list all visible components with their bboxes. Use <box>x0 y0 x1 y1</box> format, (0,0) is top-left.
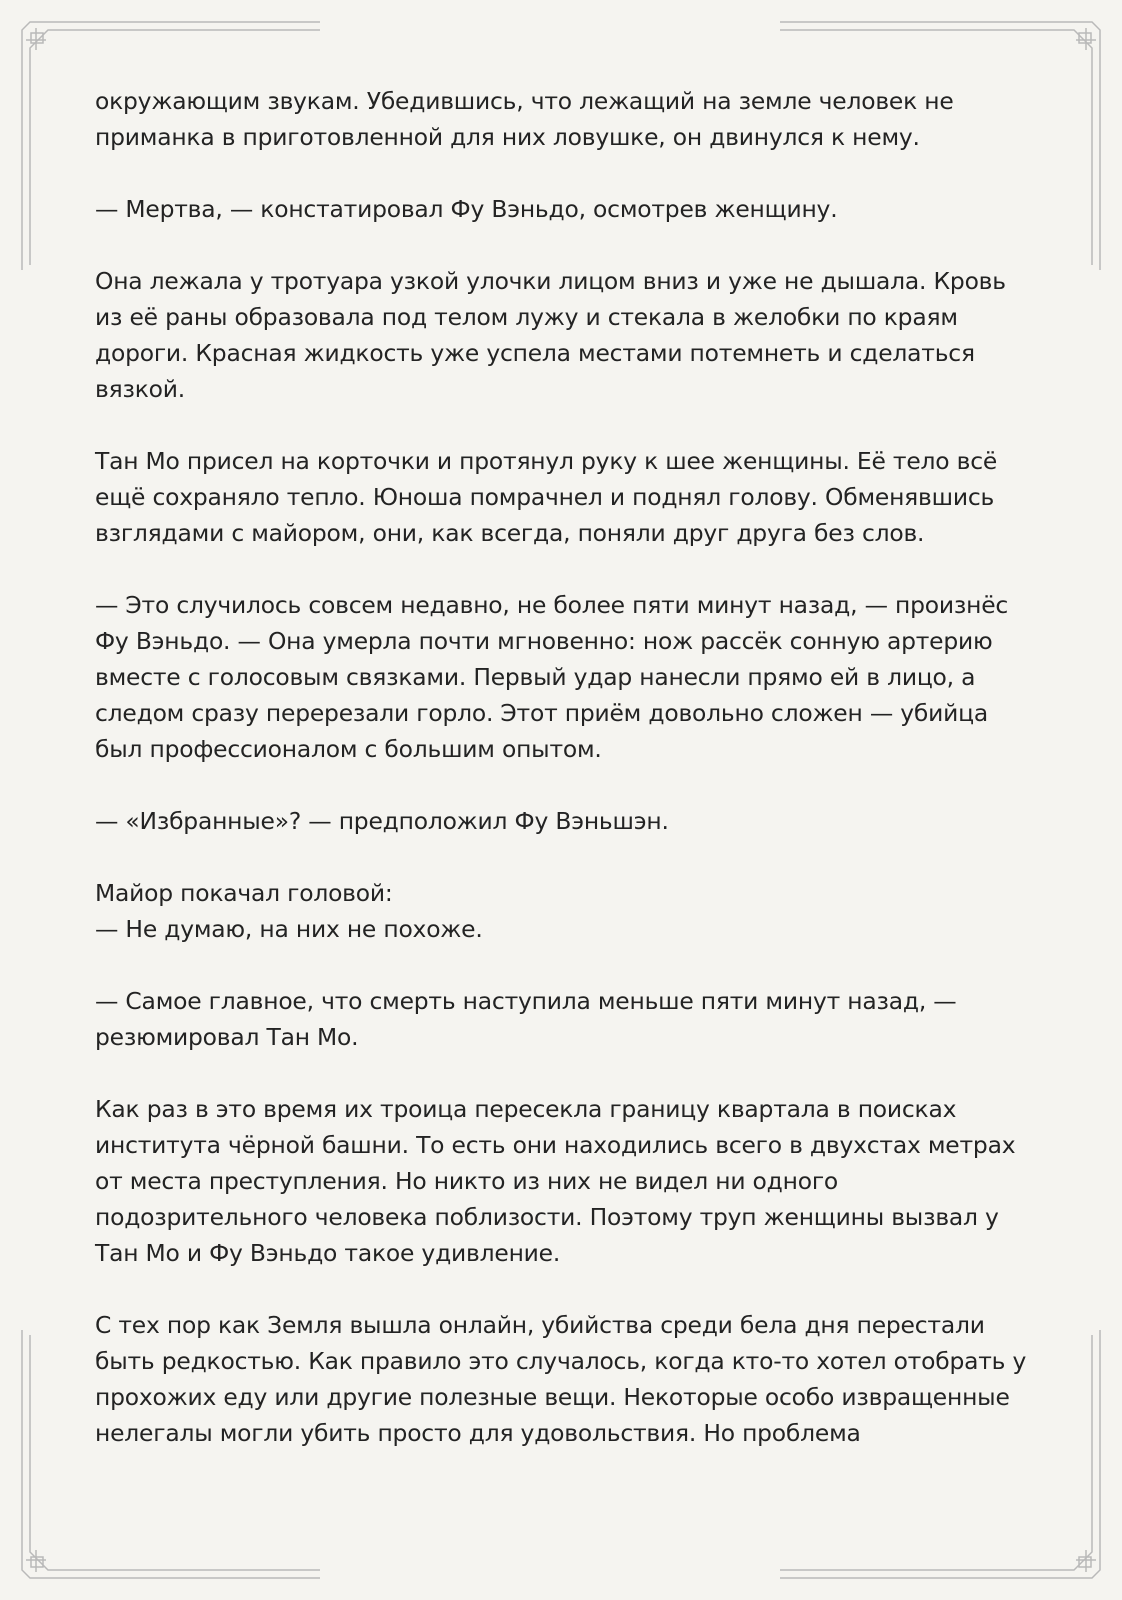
text-line: следом сразу перерезали горло. Этот приём довольно сложен — убийца <box>95 699 988 727</box>
text-line: приманка в приготовленной для них ловушке, он двинулся к нему. <box>95 123 920 151</box>
text-line: Фу Вэньдо. — Она умерла почти мгновенно: нож рассёк сонную артерию <box>95 627 993 655</box>
text-line: — Не думаю, на них не похоже. <box>95 915 483 943</box>
paragraph <box>95 443 1030 551</box>
text-line: быть редкостью. Как правило это случалось, когда кто-то хотел отобрать у <box>95 1347 1027 1375</box>
text-line: нелегалы могли убить просто для удовольствия. Но проблема <box>95 1419 861 1447</box>
text-line: взглядами с майором, они, как всегда, поняли друг друга без слов. <box>95 519 925 547</box>
text-line: — Самое главное, что смерть наступила меньше пяти минут назад, — <box>95 987 957 1015</box>
paragraph <box>95 1091 1030 1271</box>
paragraph <box>95 83 1030 155</box>
text-line: Как раз в это время их троица пересекла границу квартала в поисках <box>95 1095 957 1123</box>
paragraph <box>95 875 1030 947</box>
text-line: дороги. Красная жидкость уже успела местами потемнеть и сделаться <box>95 339 975 367</box>
paragraph <box>95 263 1030 407</box>
text-line: С тех пор как Земля вышла онлайн, убийства среди бела дня перестали <box>95 1311 985 1339</box>
text-line: — Мертва, — констатировал Фу Вэньдо, осмотрев женщину. <box>95 195 838 223</box>
text-line: Майор покачал головой: <box>95 879 393 907</box>
text-line: прохожих еду или другие полезные вещи. Некоторые особо извращенные <box>95 1383 1010 1411</box>
paragraph <box>95 191 1030 227</box>
paragraph <box>95 587 1030 767</box>
text-line: — «Избранные»? — предположил Фу Вэньшэн. <box>95 807 669 835</box>
chapter-text <box>95 83 1030 1487</box>
paragraph <box>95 803 1030 839</box>
paragraph <box>95 1307 1030 1451</box>
text-line: вместе с голосовым связками. Первый удар нанесли прямо ей в лицо, а <box>95 663 976 691</box>
text-line: Тан Мо присел на корточки и протянул руку к шее женщины. Её тело всё <box>95 447 998 475</box>
text-line: Тан Мо и Фу Вэньдо такое удивление. <box>95 1239 561 1267</box>
text-line: института чёрной башни. То есть они находились всего в двухстах метрах <box>95 1131 1016 1159</box>
text-line: подозрительного человека поблизости. Поэтому труп женщины вызвал у <box>95 1203 999 1231</box>
text-line: был профессионалом с большим опытом. <box>95 735 602 763</box>
paragraph <box>95 983 1030 1055</box>
text-line: ещё сохраняло тепло. Юноша помрачнел и поднял голову. Обменявшись <box>95 483 995 511</box>
text-line: Она лежала у тротуара узкой улочки лицом вниз и уже не дышала. Кровь <box>95 267 1006 295</box>
text-line: из её раны образовала под телом лужу и стекала в желобки по краям <box>95 303 958 331</box>
text-line: от места преступления. Но никто из них не видел ни одного <box>95 1167 839 1195</box>
text-line: вязкой. <box>95 375 185 403</box>
text-line: окружающим звукам. Убедившись, что лежащий на земле человек не <box>95 87 954 115</box>
text-line: резюмировал Тан Мо. <box>95 1023 359 1051</box>
text-line: — Это случилось совсем недавно, не более пяти минут назад, — произнёс <box>95 591 1009 619</box>
